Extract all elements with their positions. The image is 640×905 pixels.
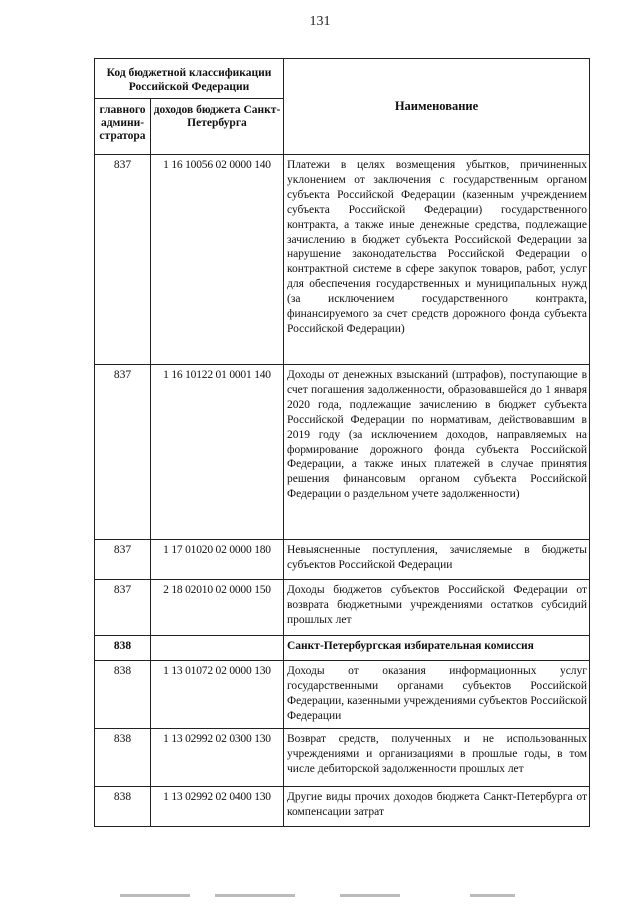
admin-code-cell: 837	[95, 540, 151, 580]
table-row	[95, 661, 590, 729]
table-header-row	[95, 59, 590, 99]
admin-code-cell: 837	[95, 365, 151, 540]
admin-code-cell: 838	[95, 729, 151, 787]
budget-code-cell: 1 13 02992 02 0300 130	[151, 729, 284, 787]
table-row	[95, 787, 590, 827]
section-title-cell: Санкт-Петербургская избирательная комиссия	[284, 636, 590, 661]
budget-code-cell	[151, 636, 284, 661]
admin-code-cell: 838	[95, 661, 151, 729]
header-code-group: Код бюджетной классификации Российской Федерации	[95, 59, 284, 99]
table-row	[95, 155, 590, 365]
page-number: 131	[309, 14, 331, 29]
header-admin: главного админи-стратора	[95, 99, 151, 155]
header-name: Наименование	[284, 59, 590, 155]
budget-code-cell: 1 17 01020 02 0000 180	[151, 540, 284, 580]
budget-code-cell: 1 16 10122 01 0001 140	[151, 365, 284, 540]
table-row	[95, 540, 590, 580]
income-name-cell: Доходы от денежных взысканий (штрафов), поступающие в счет погашения задолженности, образовавшейся до 1 января 2020 года, подлежащие зачислению в бюджет субъекта Российской Федерации по нормативам, действовавшим в 2019 году (за исключением доходов, направляемых на формирование дорожного фонда субъекта Российской Федерации, а также иных платежей в случае принятия решения финансовым органом субъекта Российской Федерации о раздельном учете задолженности)	[284, 365, 590, 540]
budget-classification-table	[94, 58, 590, 827]
table-row	[95, 729, 590, 787]
budget-code-cell: 1 13 02992 02 0400 130	[151, 787, 284, 827]
table-row	[95, 580, 590, 636]
budget-code-cell: 1 13 01072 02 0000 130	[151, 661, 284, 729]
admin-code-cell: 838	[95, 787, 151, 827]
budget-code-cell: 2 18 02010 02 0000 150	[151, 580, 284, 636]
income-name-cell: Платежи в целях возмещения убытков, причиненных уклонением от заключения с государственным органом субъекта Российской Федерации (казенным учреждением субъекта Российской Федерации) государственного контракта, а также иные денежные средства, подлежащие зачислению в бюджет субъекта Российской Федерации за нарушение законодательства Российской Федерации о контрактной системе в сфере закупок товаров, работ, услуг для обеспечения государственных и муниципальных нужд (за исключением государственного контракта, финансируемого за счет средств дорожного фонда субъекта Российской Федерации)	[284, 155, 590, 365]
budget-code-cell: 1 16 10056 02 0000 140	[151, 155, 284, 365]
scan-artifact-line	[215, 894, 295, 897]
scan-artifact-line	[470, 894, 515, 897]
income-name-cell: Доходы бюджетов субъектов Российской Федерации от возврата бюджетными учреждениями остатков субсидий прошлых лет	[284, 580, 590, 636]
admin-code-cell: 837	[95, 155, 151, 365]
header-income: доходов бюджета Санкт-Петербурга	[151, 99, 284, 155]
table-row	[95, 365, 590, 540]
scan-artifact-line	[120, 894, 190, 897]
admin-code-cell: 837	[95, 580, 151, 636]
income-name-cell: Доходы от оказания информационных услуг государственными органами субъектов Российской Федерации, казенными учреждениями субъектов Российской Федерации	[284, 661, 590, 729]
income-name-cell: Другие виды прочих доходов бюджета Санкт-Петербурга от компенсации затрат	[284, 787, 590, 827]
income-name-cell: Невыясненные поступления, зачисляемые в бюджеты субъектов Российской Федерации	[284, 540, 590, 580]
section-row	[95, 636, 590, 661]
scan-artifact-line	[340, 894, 400, 897]
admin-code-cell: 838	[95, 636, 151, 661]
income-name-cell: Возврат средств, полученных и не использованных учреждениями и организациями в прошлые годы, в том числе дебиторской задолженности прошлых лет	[284, 729, 590, 787]
